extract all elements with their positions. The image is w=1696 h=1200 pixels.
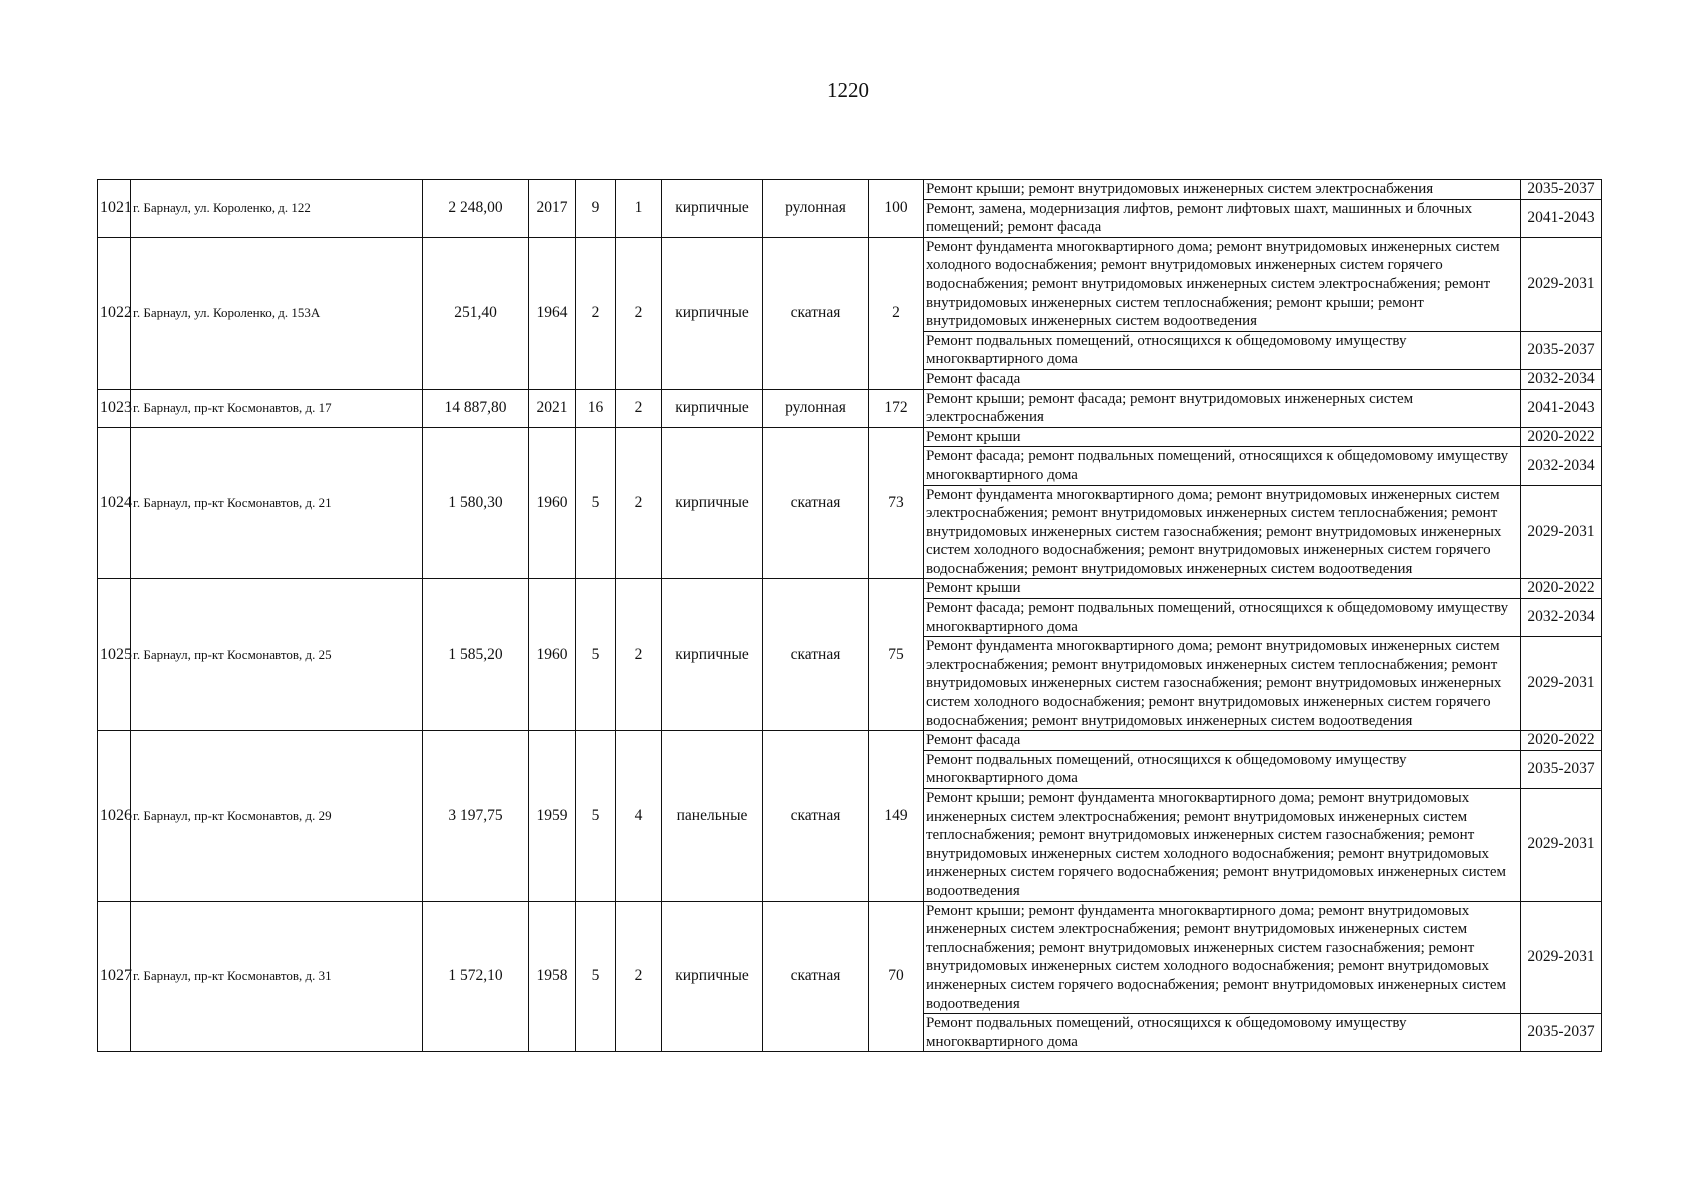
residents-cell: 73 [869, 427, 924, 579]
work-description-cell: Ремонт фасада [924, 369, 1521, 389]
address-cell: г. Барнаул, пр-кт Космонавтов, д. 25 [131, 579, 423, 731]
roof-type-cell: скатная [763, 427, 869, 579]
work-period-cell: 2032-2034 [1521, 599, 1602, 637]
work-description-cell: Ремонт фундамента многоквартирного дома; ремонт внутридомовых инженерных систем холодного водоснабжения; ремонт внутридомовых инженерных систем горячего водоснабжения; ремонт внутридомовых инженерных систем электроснабжения; ремонт внутридомовых инженерных систем теплоснабжения; ремонт крыши; ремонт внутридомовых инженерных систем водоотведения [924, 237, 1521, 331]
entrances-cell: 2 [616, 427, 662, 579]
area-cell: 251,40 [423, 237, 529, 389]
work-period-cell: 2041-2043 [1521, 389, 1602, 427]
wall-material-cell: кирпичные [662, 579, 763, 731]
table-row [98, 180, 1602, 200]
residents-cell: 149 [869, 731, 924, 901]
table-body [98, 180, 1602, 1052]
work-description-cell: Ремонт крыши [924, 579, 1521, 599]
work-description-cell: Ремонт крыши [924, 427, 1521, 447]
table-row [98, 427, 1602, 447]
work-period-cell: 2041-2043 [1521, 199, 1602, 237]
work-description-cell: Ремонт подвальных помещений, относящихся к общедомовому имуществу многоквартирного дома [924, 1014, 1521, 1052]
address-cell: г. Барнаул, пр-кт Космонавтов, д. 21 [131, 427, 423, 579]
floors-cell: 5 [576, 731, 616, 901]
address-cell: г. Барнаул, ул. Короленко, д. 153А [131, 237, 423, 389]
residents-cell: 100 [869, 180, 924, 238]
commissioning-year-cell: 1959 [529, 731, 576, 901]
work-period-cell: 2029-2031 [1521, 637, 1602, 731]
work-description-cell: Ремонт фундамента многоквартирного дома; ремонт внутридомовых инженерных систем электроснабжения; ремонт внутридомовых инженерных систем теплоснабжения; ремонт внутридомовых инженерных систем газоснабжения; ремонт внутридомовых инженерных систем холодного водоснабжения; ремонт внутридомовых инженерных систем горячего водоснабжения; ремонт внутридомовых инженерных систем водоотведения [924, 485, 1521, 579]
floors-cell: 5 [576, 579, 616, 731]
floors-cell: 16 [576, 389, 616, 427]
roof-type-cell: скатная [763, 901, 869, 1052]
floors-cell: 5 [576, 427, 616, 579]
residents-cell: 70 [869, 901, 924, 1052]
roof-type-cell: скатная [763, 579, 869, 731]
wall-material-cell: кирпичные [662, 427, 763, 579]
work-period-cell: 2035-2037 [1521, 750, 1602, 788]
area-cell: 2 248,00 [423, 180, 529, 238]
entrances-cell: 4 [616, 731, 662, 901]
roof-type-cell: скатная [763, 731, 869, 901]
work-period-cell: 2020-2022 [1521, 731, 1602, 751]
work-period-cell: 2020-2022 [1521, 579, 1602, 599]
work-description-cell: Ремонт крыши; ремонт внутридомовых инженерных систем электроснабжения [924, 180, 1521, 200]
work-period-cell: 2035-2037 [1521, 180, 1602, 200]
roof-type-cell: скатная [763, 237, 869, 389]
work-period-cell: 2032-2034 [1521, 447, 1602, 485]
commissioning-year-cell: 1960 [529, 579, 576, 731]
house-number-cell: 1026 [98, 731, 131, 901]
house-number-cell: 1022 [98, 237, 131, 389]
work-description-cell: Ремонт фасада; ремонт подвальных помещений, относящихся к общедомовому имуществу многоквартирного дома [924, 599, 1521, 637]
residents-cell: 172 [869, 389, 924, 427]
floors-cell: 9 [576, 180, 616, 238]
address-cell: г. Барнаул, пр-кт Космонавтов, д. 29 [131, 731, 423, 901]
commissioning-year-cell: 2021 [529, 389, 576, 427]
commissioning-year-cell: 1960 [529, 427, 576, 579]
work-description-cell: Ремонт подвальных помещений, относящихся к общедомовому имуществу многоквартирного дома [924, 331, 1521, 369]
commissioning-year-cell: 1964 [529, 237, 576, 389]
residents-cell: 75 [869, 579, 924, 731]
commissioning-year-cell: 1958 [529, 901, 576, 1052]
house-number-cell: 1021 [98, 180, 131, 238]
table-row [98, 237, 1602, 331]
wall-material-cell: панельные [662, 731, 763, 901]
residents-cell: 2 [869, 237, 924, 389]
work-period-cell: 2029-2031 [1521, 789, 1602, 902]
wall-material-cell: кирпичные [662, 237, 763, 389]
work-description-cell: Ремонт фасада; ремонт подвальных помещений, относящихся к общедомовому имуществу многоквартирного дома [924, 447, 1521, 485]
area-cell: 1 572,10 [423, 901, 529, 1052]
address-cell: г. Барнаул, ул. Короленко, д. 122 [131, 180, 423, 238]
work-description-cell: Ремонт крыши; ремонт фасада; ремонт внутридомовых инженерных систем электроснабжения [924, 389, 1521, 427]
page-number: 1220 [827, 78, 869, 102]
area-cell: 14 887,80 [423, 389, 529, 427]
house-number-cell: 1025 [98, 579, 131, 731]
house-number-cell: 1024 [98, 427, 131, 579]
work-description-cell: Ремонт фундамента многоквартирного дома; ремонт внутридомовых инженерных систем электроснабжения; ремонт внутридомовых инженерных систем теплоснабжения; ремонт внутридомовых инженерных систем газоснабжения; ремонт внутридомовых инженерных систем холодного водоснабжения; ремонт внутридомовых инженерных систем горячего водоснабжения; ремонт внутридомовых инженерных систем водоотведения [924, 637, 1521, 731]
work-description-cell: Ремонт, замена, модернизация лифтов, ремонт лифтовых шахт, машинных и блочных помещений; ремонт фасада [924, 199, 1521, 237]
wall-material-cell: кирпичные [662, 180, 763, 238]
roof-type-cell: рулонная [763, 389, 869, 427]
area-cell: 3 197,75 [423, 731, 529, 901]
work-period-cell: 2020-2022 [1521, 427, 1602, 447]
work-period-cell: 2029-2031 [1521, 237, 1602, 331]
wall-material-cell: кирпичные [662, 389, 763, 427]
floors-cell: 2 [576, 237, 616, 389]
work-description-cell: Ремонт крыши; ремонт фундамента многоквартирного дома; ремонт внутридомовых инженерных систем электроснабжения; ремонт внутридомовых инженерных систем теплоснабжения; ремонт внутридомовых инженерных систем газоснабжения; ремонт внутридомовых инженерных систем холодного водоснабжения; ремонт внутридомовых инженерных систем горячего водоснабжения; ремонт внутридомовых инженерных систем водоотведения [924, 901, 1521, 1014]
work-description-cell: Ремонт фасада [924, 731, 1521, 751]
entrances-cell: 2 [616, 579, 662, 731]
area-cell: 1 580,30 [423, 427, 529, 579]
wall-material-cell: кирпичные [662, 901, 763, 1052]
table-row [98, 389, 1602, 427]
floors-cell: 5 [576, 901, 616, 1052]
entrances-cell: 2 [616, 901, 662, 1052]
commissioning-year-cell: 2017 [529, 180, 576, 238]
entrances-cell: 1 [616, 180, 662, 238]
table-row [98, 731, 1602, 751]
work-period-cell: 2035-2037 [1521, 1014, 1602, 1052]
work-period-cell: 2035-2037 [1521, 331, 1602, 369]
work-period-cell: 2032-2034 [1521, 369, 1602, 389]
work-period-cell: 2029-2031 [1521, 485, 1602, 579]
roof-type-cell: рулонная [763, 180, 869, 238]
address-cell: г. Барнаул, пр-кт Космонавтов, д. 17 [131, 389, 423, 427]
work-description-cell: Ремонт крыши; ремонт фундамента многоквартирного дома; ремонт внутридомовых инженерных систем электроснабжения; ремонт внутридомовых инженерных систем теплоснабжения; ремонт внутридомовых инженерных систем газоснабжения; ремонт внутридомовых инженерных систем холодного водоснабжения; ремонт внутридомовых инженерных систем горячего водоснабжения; ремонт внутридомовых инженерных систем водоотведения [924, 789, 1521, 902]
entrances-cell: 2 [616, 237, 662, 389]
house-number-cell: 1027 [98, 901, 131, 1052]
table-row [98, 901, 1602, 1014]
table-row [98, 579, 1602, 599]
area-cell: 1 585,20 [423, 579, 529, 731]
entrances-cell: 2 [616, 389, 662, 427]
capital-repair-table [97, 179, 1602, 1052]
work-period-cell: 2029-2031 [1521, 901, 1602, 1014]
address-cell: г. Барнаул, пр-кт Космонавтов, д. 31 [131, 901, 423, 1052]
work-description-cell: Ремонт подвальных помещений, относящихся к общедомовому имуществу многоквартирного дома [924, 750, 1521, 788]
house-number-cell: 1023 [98, 389, 131, 427]
